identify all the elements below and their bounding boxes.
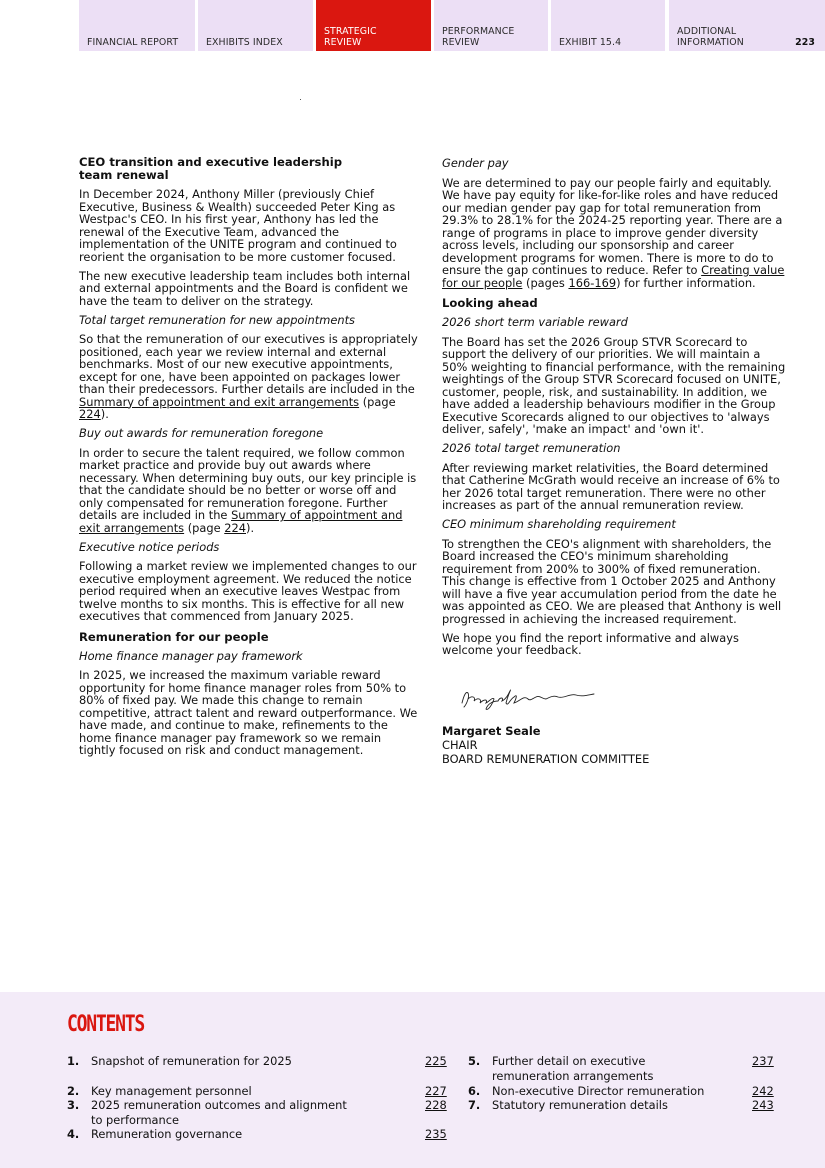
- stray-dot: [300, 99, 301, 100]
- toc-item[interactable]: [468, 1084, 778, 1099]
- toc-text: 2025 remuneration outcomes and alignment to performance: [91, 1098, 347, 1127]
- paragraph: We hope you find the report informative and always welcome your feedback.: [442, 630, 739, 657]
- subheading: 2026 total target remuneration: [442, 441, 621, 455]
- toc-number: 7.: [468, 1098, 481, 1112]
- pages-166-169-link[interactable]: 166-169: [568, 275, 617, 290]
- toc-number: 3.: [67, 1098, 80, 1112]
- toc-item[interactable]: [67, 1084, 449, 1099]
- paragraph: So that the remuneration of our executives is appropriately positioned, each year we review internal and external benchmarks. Most of our new executive appointments, except for one, have been appointed on packages lower than their predecessors. Further details are included in the Summary of appointment and exit arrangements (page 224).: [79, 332, 418, 421]
- tab-strategic-review[interactable]: [316, 0, 431, 51]
- tab-label: EXHIBITS INDEX: [206, 36, 283, 48]
- toc-page-link[interactable]: 243: [752, 1098, 774, 1112]
- left-column: [79, 156, 421, 763]
- tab-performance-review[interactable]: [434, 0, 548, 51]
- toc-number: 5.: [468, 1054, 481, 1068]
- toc-page-link[interactable]: 228: [425, 1098, 447, 1112]
- toc-page-link[interactable]: 237: [752, 1054, 774, 1068]
- toc-item[interactable]: [468, 1098, 778, 1113]
- summary-appointment-link[interactable]: Summary of appointment and exit arrangements: [79, 394, 360, 409]
- tab-additional-information[interactable]: [669, 0, 825, 51]
- toc-number: 2.: [67, 1084, 80, 1098]
- section-heading: Looking ahead: [442, 296, 538, 310]
- toc-page-link[interactable]: 235: [425, 1127, 447, 1141]
- tab-label: FINANCIAL REPORT: [87, 36, 179, 48]
- tab-label: PERFORMANCE REVIEW: [442, 26, 515, 48]
- section-heading: CEO transition and executive leadership team renewal: [79, 155, 342, 182]
- paragraph: The new executive leadership team includes both internal and external appointments and the Board is confident we have the team to deliver on the strategy.: [79, 268, 411, 308]
- subheading: Buy out awards for remuneration foregone: [79, 426, 324, 440]
- right-column: [442, 157, 787, 766]
- toc-text: Remuneration governance: [91, 1127, 243, 1141]
- subheading: Home finance manager pay framework: [79, 648, 303, 663]
- paragraph: To strengthen the CEO's alignment with shareholders, the Board increased the CEO's minimum shareholding requirement from 200% to 300% of fixed remuneration. This change is effective from 1 October 2025 and Anthony will have a five year accumulation period from the date he was appointed as CEO. We are pleased that Anthony is well progressed in achieving the increased requirement.: [442, 536, 782, 626]
- subheading: Executive notice periods: [79, 539, 220, 554]
- toc-item[interactable]: [468, 1054, 778, 1084]
- page-number: 223: [795, 36, 815, 48]
- toc-page-link[interactable]: 242: [752, 1084, 774, 1098]
- section-heading: Remuneration for our people: [79, 629, 269, 644]
- toc-page-link[interactable]: 227: [425, 1084, 447, 1098]
- signatory-name: Margaret Seale: [442, 723, 541, 738]
- tab-exhibit-15-4[interactable]: [551, 0, 665, 51]
- toc-item[interactable]: [67, 1098, 449, 1128]
- paragraph: Following a market review we implemented changes to our executive employment agreement. We reduced the notice period required when an executive leaves Westpac from twelve months to six months. This is effective for all new executives that commenced from January 2025.: [79, 559, 417, 623]
- summary-appointment-link[interactable]: Summary of appointment and exit arrangements: [79, 508, 403, 535]
- signature: [458, 677, 598, 713]
- paragraph: In 2025, we increased the maximum variable reward opportunity for home finance manager roles from 50% to 80% of fixed pay. We made this change to remain competitive, attract talent and reward outperformance. We have made, and continue to make, refinements to the home finance manager pay framework so we remain tightly focused on risk and conduct management.: [79, 668, 418, 757]
- contents-panel: [0, 992, 825, 1168]
- subheading: 2026 short term variable reward: [442, 315, 628, 329]
- toc-text: Statutory remuneration details: [492, 1098, 668, 1112]
- subheading: Total target remuneration for new appointments: [79, 312, 355, 327]
- toc-text: Key management personnel: [91, 1084, 252, 1098]
- page-224-link[interactable]: 224: [224, 520, 246, 535]
- toc-item[interactable]: [67, 1127, 449, 1142]
- creating-value-link[interactable]: Creating value for our people: [442, 263, 785, 290]
- page-224-link[interactable]: 224: [79, 407, 101, 421]
- tab-label: EXHIBIT 15.4: [559, 36, 622, 48]
- tab-financial-report[interactable]: [79, 0, 195, 51]
- toc-number: 1.: [67, 1054, 80, 1068]
- signatory-committee: BOARD REMUNERATION COMMITTEE: [442, 751, 650, 766]
- toc-text: Further detail on executive remuneration arrangements: [492, 1054, 654, 1083]
- toc-text: Snapshot of remuneration for 2025: [91, 1054, 292, 1068]
- subheading: Gender pay: [442, 156, 509, 170]
- toc-number: 6.: [468, 1084, 481, 1098]
- toc-number: 4.: [67, 1127, 80, 1141]
- signatory-title: CHAIR: [442, 737, 478, 752]
- toc-page-link[interactable]: 225: [425, 1054, 447, 1068]
- toc-text: Non-executive Director remuneration: [492, 1084, 705, 1098]
- top-navigation: [79, 0, 825, 51]
- toc-item[interactable]: [67, 1054, 449, 1069]
- contents-title: CONTENTS: [67, 1012, 145, 1037]
- tab-label: ADDITIONAL INFORMATION: [677, 26, 744, 48]
- paragraph: After reviewing market relativities, the Board determined that Catherine McGrath would receive an increase of 6% to her 2026 total target remuneration. There were no other increases as part of the annual remuneration review.: [442, 460, 780, 512]
- paragraph: We are determined to pay our people fairly and equitably. We have pay equity for like-for-like roles and have reduced our median gender pay gap for total remuneration from 29.3% to 28.1% for the 2024-25 reporting year. There are a range of programs in place to improve gender diversity across levels, including our sponsorship and career development programs for women. There is more to do to ensure the gap continues to reduce. Refer to Creating value for our people (pages 166-169) for further information.: [442, 175, 785, 290]
- tab-label: STRATEGIC REVIEW: [324, 26, 377, 48]
- paragraph: In December 2024, Anthony Miller (previously Chief Executive, Business & Wealth) succeeded Peter King as Westpac's CEO. In his first year, Anthony has led the renewal of the Executive Team, advanced the implementation of the UNITE program and continued to reorient the organisation to be more customer focused.: [79, 187, 397, 264]
- paragraph: The Board has set the 2026 Group STVR Scorecard to support the delivery of our priorities. We will maintain a 50% weighting to financial performance, with the remaining weightings of the Group STVR Scorecard focused on UNITE, customer, people, risk, and sustainability. In addition, we have added a leadership behaviours modifier in the Group Executive Scorecards aligned to our objectives to 'always deliver, safely', 'make an impact' and 'own it'.: [442, 334, 786, 436]
- subheading: CEO minimum shareholding requirement: [442, 517, 676, 531]
- paragraph: In order to secure the talent required, we follow common market practice and provide buy out awards where necessary. When determining buy outs, our key principle is that the candidate should be no better or worse off and only compensated for remuneration foregone. Further details are included in the Summary of appointment and exit arrangements (page 224).: [79, 445, 417, 535]
- tab-exhibits-index[interactable]: [198, 0, 313, 51]
